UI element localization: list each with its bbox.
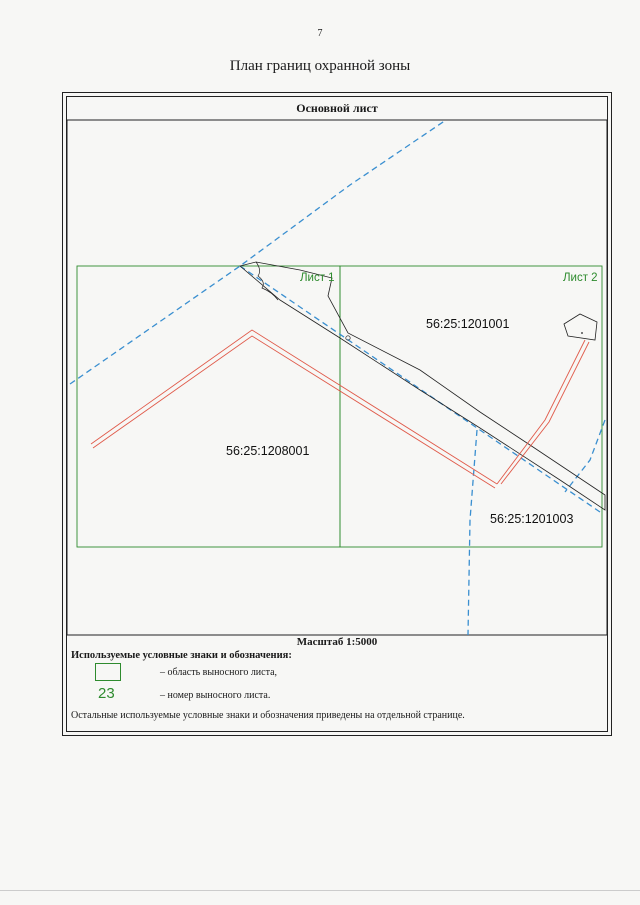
legend-sheet-area-swatch: [95, 663, 121, 681]
legend-title: Используемые условные знаки и обозначения:: [71, 650, 292, 661]
protection-zone-east-inner: [501, 342, 589, 484]
page-number: 7: [317, 28, 323, 39]
cadastral-boundary-road: [240, 266, 600, 512]
cadastral-boundary-south: [468, 430, 477, 635]
protection-zone-west-inner: [93, 336, 495, 488]
linear-object-wavy-edge: [256, 262, 278, 300]
scale-label: Масштаб 1:5000: [296, 636, 378, 648]
legend-area-desc: – область выносного листа,: [160, 667, 278, 678]
legend-number-sample: 23: [98, 685, 115, 702]
building-point: [581, 332, 583, 334]
cadastral-boundary-north: [70, 120, 446, 384]
legend-number-desc: – номер выносного листа.: [160, 690, 271, 701]
linear-object-outline: [240, 262, 605, 510]
sheet-2-label: Лист 2: [563, 272, 598, 284]
page-bottom-edge: [0, 890, 640, 891]
parcel-label: 56:25:1201001: [426, 317, 510, 331]
map-area-frame: [67, 120, 607, 635]
protection-zone-east-outer: [497, 340, 585, 484]
sheet-1-label: Лист 1: [300, 272, 335, 284]
parcel-label: 56:25:1201003: [490, 512, 574, 526]
main-sheet-title: Основной лист: [296, 101, 378, 115]
legend-note: Остальные используемые условные знаки и обозначения приведены на отдельной странице.: [71, 710, 465, 721]
parcel-label: 56:25:1208001: [226, 444, 310, 458]
page-title: План границ охранной зоны: [229, 58, 411, 74]
building-outline: [564, 314, 597, 340]
